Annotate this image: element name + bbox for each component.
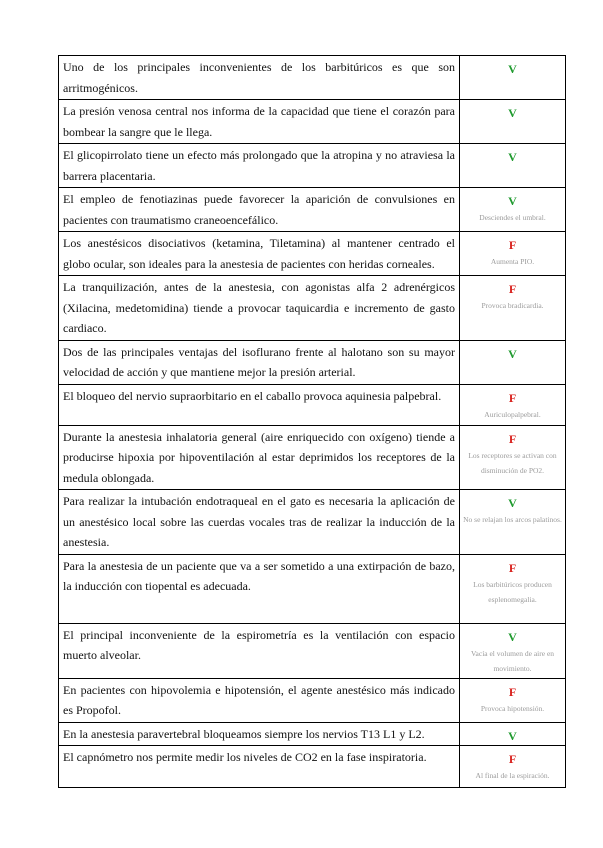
answer-cell [460,554,566,623]
answer-note: Provoca hipotensión. [480,703,545,713]
answer-cell [460,144,566,188]
question-text: Durante la anestesia inhalatoria general (aire enriquecido con oxígeno) tiende a producirse hipoxia por hipoventilación al estar deprimidos los receptores de la medula oblongada. [59,425,460,490]
answer-cell [460,425,566,490]
answer-cell [460,100,566,144]
answer-mark: V [508,62,517,76]
table-row [59,722,566,746]
table-row [59,623,566,678]
question-text: El principal inconveniente de la espirometría es la ventilación con espacio muerto alveolar. [59,623,460,678]
answer-cell [460,188,566,232]
answer-cell [460,678,566,722]
answer-cell [460,276,566,341]
answer-note: Vacía el volumen de aire en movimiento. [470,648,555,673]
question-text: Los anestésicos disociativos (ketamina, Tiletamina) al mantener centrado el globo ocular, son ideales para la anestesia de pacientes con heridas corneales. [59,232,460,276]
table-row [59,490,566,555]
answer-cell [460,623,566,678]
answer-cell [460,490,566,555]
question-text: El bloqueo del nervio supraorbitario en el caballo provoca aquinesia palpebral. [59,384,460,425]
answer-mark: V [508,629,517,644]
table-row [59,425,566,490]
table-row [59,232,566,276]
question-text: En la anestesia paravertebral bloqueamos siempre los nervios T13 L1 y L2. [59,722,460,746]
answer-mark: F [508,282,517,296]
question-text: Uno de los principales inconvenientes de los barbitúricos es que son arritmogénicos. [59,56,460,100]
table-row [59,678,566,722]
table-row [59,276,566,341]
table-row [59,554,566,623]
question-text: El empleo de fenotiazinas puede favorecer la aparición de convulsiones en pacientes con traumatismo craneoencefálico. [59,188,460,232]
answer-note: Desciendes el umbral. [479,213,546,222]
true-false-table [58,55,566,788]
table-row [59,56,566,100]
document-page [58,55,562,788]
answer-mark: F [508,431,517,446]
answer-mark: F [508,238,517,252]
answer-cell [460,746,566,788]
answer-note: No se relajan los arcos palatinos. [463,515,562,524]
answer-mark: F [508,390,517,405]
answer-note: Los receptores se activan con disminución de PO2. [468,450,557,475]
answer-mark: V [508,194,517,208]
answer-mark: V [508,496,517,510]
answer-mark: V [508,150,517,164]
answer-mark: F [508,560,517,575]
question-text: El glicopirrolato tiene un efecto más prolongado que la atropina y no atraviesa la barrera placentaria. [59,144,460,188]
answer-cell [460,232,566,276]
answer-note: Al final de la espiración. [475,771,550,780]
question-text: La tranquilización, antes de la anestesia, con agonistas alfa 2 adrenérgicos (Xilacina, medetomidina) tiende a provocar taquicardia e incremento de gasto cardiaco. [59,276,460,341]
answer-note: Aumenta PIO. [490,257,535,266]
answer-cell [460,56,566,100]
answer-note: Los barbitúricos producen esplenomegalia. [473,579,552,604]
question-text: La presión venosa central nos informa de la capacidad que tiene el corazón para bombear la sangre que le llega. [59,100,460,144]
answer-note: Auriculopalpebral. [484,409,541,419]
question-text: Para realizar la intubación endotraqueal en el gato es necesaria la aplicación de un anestésico local sobre las cuerdas vocales tras de realizar la inducción de la anestesia. [59,490,460,555]
question-text: En pacientes con hipovolemia e hipotensión, el agente anestésico más indicado es Propofol. [59,678,460,722]
answer-cell [460,340,566,384]
answer-mark: V [508,728,517,743]
question-text: Dos de las principales ventajas del isoflurano frente al halotano son su mayor velocidad de acción y que mantiene mejor la presión arterial. [59,340,460,384]
answer-mark: V [508,106,517,120]
question-text: Para la anestesia de un paciente que va a ser sometido a una extirpación de bazo, la inducción con tiopental es adecuada. [59,554,460,623]
answer-mark: F [508,752,517,766]
answer-cell [460,722,566,746]
table-row [59,340,566,384]
answer-cell [460,384,566,425]
table-row [59,100,566,144]
table-row [59,144,566,188]
answer-note: Provoca bradicardia. [481,301,544,310]
question-text: El capnómetro nos permite medir los niveles de CO2 en la fase inspiratoria. [59,746,460,788]
answer-mark: F [508,684,517,699]
table-row [59,746,566,788]
table-row [59,188,566,232]
answer-mark: V [508,346,517,361]
table-row [59,384,566,425]
